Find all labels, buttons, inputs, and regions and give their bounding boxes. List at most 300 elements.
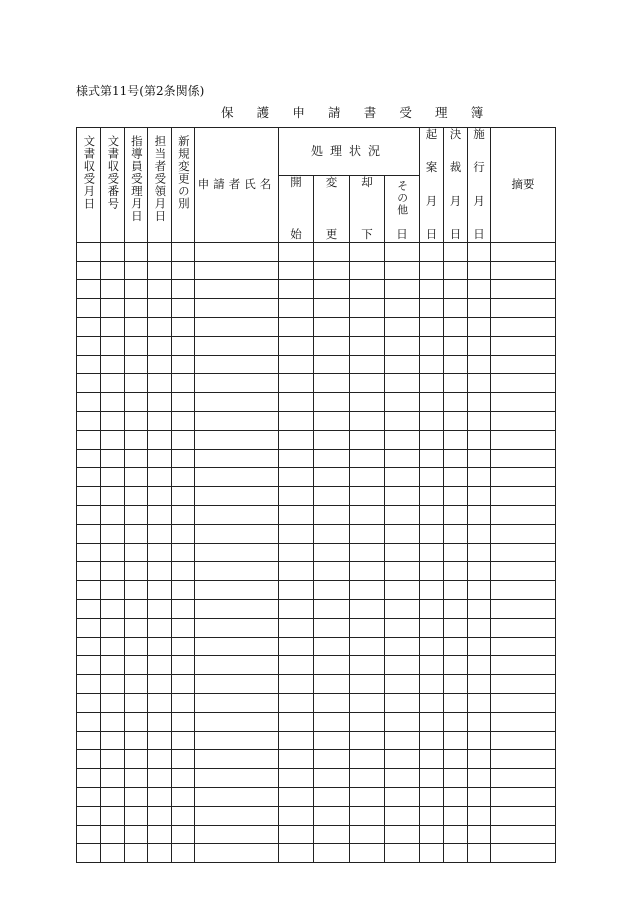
table-row: [77, 599, 556, 618]
table-cell: [195, 637, 279, 656]
table-cell: [468, 731, 491, 750]
table-cell: [279, 769, 314, 788]
table-cell: [195, 449, 279, 468]
table-cell: [195, 787, 279, 806]
table-cell: [77, 825, 101, 844]
table-cell: [350, 844, 385, 863]
table-cell: [279, 599, 314, 618]
table-cell: [444, 336, 468, 355]
table-cell: [125, 675, 148, 694]
table-cell: [279, 299, 314, 318]
table-cell: [444, 355, 468, 374]
table-cell: [172, 355, 195, 374]
table-row: [77, 468, 556, 487]
table-cell: [468, 411, 491, 430]
table-cell: [148, 487, 172, 506]
table-cell: [101, 769, 125, 788]
table-cell: [420, 543, 444, 562]
table-cell: [468, 656, 491, 675]
table-cell: [314, 411, 350, 430]
table-cell: [125, 505, 148, 524]
table-cell: [101, 393, 125, 412]
col-status-reject: 却 下: [350, 176, 385, 243]
table-cell: [444, 712, 468, 731]
form-number-label: 様式第11号(第2条関係): [76, 84, 205, 98]
table-cell: [77, 806, 101, 825]
table-cell: [172, 261, 195, 280]
table-cell: [444, 449, 468, 468]
table-cell: [195, 581, 279, 600]
table-cell: [468, 336, 491, 355]
table-cell: [314, 543, 350, 562]
table-cell: [101, 637, 125, 656]
table-cell: [385, 355, 420, 374]
table-row: [77, 637, 556, 656]
table-cell: [125, 261, 148, 280]
table-cell: [420, 336, 444, 355]
table-cell: [420, 524, 444, 543]
table-cell: [279, 355, 314, 374]
table-cell: [444, 487, 468, 506]
table-cell: [314, 317, 350, 336]
table-cell: [77, 581, 101, 600]
table-cell: [172, 543, 195, 562]
table-cell: [314, 712, 350, 731]
table-cell: [385, 806, 420, 825]
table-cell: [77, 543, 101, 562]
table-cell: [491, 656, 556, 675]
col-draft-date: 起 案 月 日: [420, 128, 444, 243]
table-cell: [444, 468, 468, 487]
table-cell: [77, 618, 101, 637]
table-cell: [101, 750, 125, 769]
table-cell: [279, 562, 314, 581]
table-cell: [195, 242, 279, 261]
table-cell: [420, 675, 444, 694]
table-cell: [444, 637, 468, 656]
table-cell: [385, 430, 420, 449]
table-cell: [468, 581, 491, 600]
table-cell: [491, 675, 556, 694]
table-cell: [420, 317, 444, 336]
table-cell: [314, 430, 350, 449]
table-cell: [314, 599, 350, 618]
table-cell: [125, 355, 148, 374]
table-cell: [125, 581, 148, 600]
table-cell: [350, 468, 385, 487]
table-cell: [385, 449, 420, 468]
table-cell: [385, 693, 420, 712]
table-cell: [148, 355, 172, 374]
table-cell: [172, 299, 195, 318]
table-cell: [385, 656, 420, 675]
table-cell: [148, 750, 172, 769]
table-cell: [195, 261, 279, 280]
receipt-ledger-table: [76, 127, 556, 863]
table-cell: [172, 769, 195, 788]
table-cell: [420, 806, 444, 825]
table-cell: [125, 524, 148, 543]
table-cell: [195, 769, 279, 788]
table-cell: [350, 825, 385, 844]
table-cell: [101, 505, 125, 524]
table-row: [77, 336, 556, 355]
table-row: [77, 562, 556, 581]
table-cell: [77, 562, 101, 581]
table-cell: [385, 299, 420, 318]
table-cell: [420, 562, 444, 581]
table-cell: [195, 599, 279, 618]
table-cell: [279, 675, 314, 694]
table-cell: [468, 618, 491, 637]
table-cell: [385, 280, 420, 299]
table-cell: [444, 317, 468, 336]
table-cell: [101, 524, 125, 543]
table-cell: [385, 750, 420, 769]
table-cell: [314, 675, 350, 694]
table-cell: [420, 656, 444, 675]
table-row: [77, 787, 556, 806]
table-cell: [314, 825, 350, 844]
table-row: [77, 844, 556, 863]
table-cell: [491, 430, 556, 449]
table-cell: [195, 825, 279, 844]
table-cell: [77, 675, 101, 694]
table-cell: [172, 806, 195, 825]
table-cell: [468, 242, 491, 261]
table-cell: [468, 787, 491, 806]
table-cell: [125, 750, 148, 769]
table-cell: [279, 411, 314, 430]
table-cell: [491, 299, 556, 318]
table-cell: [172, 505, 195, 524]
table-cell: [491, 411, 556, 430]
table-row: [77, 712, 556, 731]
table-cell: [77, 487, 101, 506]
table-cell: [125, 430, 148, 449]
table-cell: [125, 844, 148, 863]
table-cell: [195, 374, 279, 393]
table-row: [77, 675, 556, 694]
table-cell: [195, 487, 279, 506]
table-cell: [385, 524, 420, 543]
table-cell: [314, 750, 350, 769]
table-cell: [77, 637, 101, 656]
table-cell: [491, 693, 556, 712]
table-cell: [468, 599, 491, 618]
table-cell: [350, 769, 385, 788]
table-cell: [491, 317, 556, 336]
table-cell: [491, 825, 556, 844]
table-cell: [468, 562, 491, 581]
table-cell: [77, 317, 101, 336]
table-cell: [314, 581, 350, 600]
table-cell: [101, 693, 125, 712]
col-status-change: 変 更: [314, 176, 350, 243]
table-cell: [420, 299, 444, 318]
table-cell: [77, 769, 101, 788]
table-cell: [148, 505, 172, 524]
table-cell: [314, 656, 350, 675]
table-cell: [444, 430, 468, 449]
table-cell: [77, 844, 101, 863]
table-cell: [101, 656, 125, 675]
col-new-or-change: 新規変更の別: [172, 128, 195, 243]
table-cell: [125, 317, 148, 336]
table-cell: [468, 844, 491, 863]
table-cell: [314, 280, 350, 299]
table-row: [77, 374, 556, 393]
table-cell: [420, 712, 444, 731]
table-cell: [172, 637, 195, 656]
table-row: [77, 806, 556, 825]
table-cell: [350, 449, 385, 468]
table-row: [77, 261, 556, 280]
table-cell: [314, 261, 350, 280]
table-cell: [314, 355, 350, 374]
table-cell: [148, 299, 172, 318]
table-cell: [385, 543, 420, 562]
table-cell: [350, 524, 385, 543]
col-doc-received-number: 文書収受番号: [101, 128, 125, 243]
table-row: [77, 656, 556, 675]
table-cell: [350, 317, 385, 336]
col-status-group: 処理状況: [279, 128, 420, 176]
document-title: 保 護 申 請 書 受 理 簿: [221, 105, 493, 120]
table-cell: [420, 261, 444, 280]
table-cell: [172, 675, 195, 694]
table-cell: [172, 468, 195, 487]
table-cell: [491, 844, 556, 863]
table-cell: [148, 581, 172, 600]
table-cell: [172, 750, 195, 769]
table-cell: [101, 787, 125, 806]
table-cell: [101, 675, 125, 694]
col-doc-received-date: 文書収受月日: [77, 128, 101, 243]
table-cell: [279, 242, 314, 261]
table-cell: [468, 543, 491, 562]
table-cell: [77, 430, 101, 449]
table-cell: [468, 712, 491, 731]
table-cell: [491, 750, 556, 769]
table-cell: [385, 393, 420, 412]
table-cell: [491, 449, 556, 468]
table-cell: [101, 299, 125, 318]
table-cell: [172, 712, 195, 731]
table-cell: [101, 449, 125, 468]
table-row: [77, 543, 556, 562]
table-cell: [148, 393, 172, 412]
table-cell: [195, 411, 279, 430]
table-cell: [279, 731, 314, 750]
table-cell: [444, 675, 468, 694]
table-cell: [468, 393, 491, 412]
table-cell: [420, 374, 444, 393]
col-remarks: 摘要: [491, 128, 556, 243]
table-cell: [491, 618, 556, 637]
table-cell: [77, 242, 101, 261]
table-cell: [385, 411, 420, 430]
col-assignee-received-date: 担当者受領月日: [148, 128, 172, 243]
table-cell: [491, 769, 556, 788]
table-row: [77, 487, 556, 506]
table-cell: [148, 374, 172, 393]
table-cell: [420, 355, 444, 374]
table-cell: [148, 693, 172, 712]
table-cell: [491, 599, 556, 618]
table-cell: [468, 693, 491, 712]
table-cell: [279, 468, 314, 487]
table-cell: [172, 656, 195, 675]
table-cell: [350, 280, 385, 299]
table-cell: [279, 787, 314, 806]
table-row: [77, 393, 556, 412]
table-cell: [350, 675, 385, 694]
table-cell: [279, 825, 314, 844]
table-cell: [125, 336, 148, 355]
table-cell: [279, 806, 314, 825]
table-cell: [125, 543, 148, 562]
table-cell: [125, 374, 148, 393]
table-cell: [195, 731, 279, 750]
table-cell: [350, 242, 385, 261]
table-cell: [444, 750, 468, 769]
table-cell: [491, 468, 556, 487]
table-cell: [468, 468, 491, 487]
table-cell: [172, 374, 195, 393]
table-cell: [350, 712, 385, 731]
table-cell: [314, 468, 350, 487]
table-cell: [172, 242, 195, 261]
table-cell: [125, 618, 148, 637]
table-cell: [444, 280, 468, 299]
table-cell: [77, 787, 101, 806]
table-cell: [77, 693, 101, 712]
table-row: [77, 581, 556, 600]
table-cell: [195, 393, 279, 412]
table-cell: [491, 581, 556, 600]
col-status-other: その他 日: [385, 176, 420, 243]
table-cell: [444, 787, 468, 806]
table-cell: [491, 355, 556, 374]
table-cell: [350, 787, 385, 806]
table-cell: [314, 618, 350, 637]
col-decision-date: 決 裁 月 日: [444, 128, 468, 243]
table-cell: [444, 393, 468, 412]
table-cell: [195, 543, 279, 562]
table-cell: [350, 750, 385, 769]
table-cell: [350, 299, 385, 318]
table-cell: [77, 524, 101, 543]
col-status-start: 開 始: [279, 176, 314, 243]
table-cell: [420, 731, 444, 750]
table-cell: [172, 487, 195, 506]
table-cell: [125, 693, 148, 712]
table-cell: [125, 411, 148, 430]
table-cell: [101, 468, 125, 487]
table-cell: [279, 487, 314, 506]
table-cell: [101, 336, 125, 355]
table-cell: [148, 712, 172, 731]
col-enforcement-date: 施 行 月 日: [468, 128, 491, 243]
table-cell: [148, 787, 172, 806]
table-cell: [385, 317, 420, 336]
table-cell: [148, 562, 172, 581]
table-cell: [350, 693, 385, 712]
table-cell: [420, 750, 444, 769]
table-cell: [125, 825, 148, 844]
table-cell: [279, 261, 314, 280]
table-cell: [101, 581, 125, 600]
table-cell: [172, 393, 195, 412]
table-cell: [420, 769, 444, 788]
table-cell: [350, 618, 385, 637]
table-cell: [385, 242, 420, 261]
table-cell: [148, 449, 172, 468]
table-cell: [77, 280, 101, 299]
table-cell: [77, 468, 101, 487]
table-cell: [468, 430, 491, 449]
table-cell: [125, 280, 148, 299]
table-cell: [101, 430, 125, 449]
table-cell: [420, 487, 444, 506]
table-cell: [314, 487, 350, 506]
table-cell: [172, 280, 195, 299]
table-cell: [314, 336, 350, 355]
table-cell: [350, 599, 385, 618]
table-cell: [125, 468, 148, 487]
table-row: [77, 355, 556, 374]
table-row: [77, 825, 556, 844]
table-cell: [77, 731, 101, 750]
table-cell: [468, 637, 491, 656]
table-cell: [385, 844, 420, 863]
table-cell: [420, 637, 444, 656]
table-cell: [101, 562, 125, 581]
table-cell: [279, 844, 314, 863]
table-cell: [101, 280, 125, 299]
table-cell: [195, 712, 279, 731]
table-cell: [195, 656, 279, 675]
col-instructor-received-date: 指導員受理月日: [125, 128, 148, 243]
table-cell: [148, 242, 172, 261]
table-row: [77, 430, 556, 449]
table-cell: [148, 411, 172, 430]
table-cell: [468, 355, 491, 374]
table-cell: [350, 411, 385, 430]
table-cell: [350, 505, 385, 524]
table-cell: [444, 844, 468, 863]
table-cell: [444, 242, 468, 261]
table-cell: [444, 769, 468, 788]
table-cell: [101, 618, 125, 637]
table-cell: [101, 355, 125, 374]
table-cell: [314, 693, 350, 712]
table-cell: [148, 317, 172, 336]
table-cell: [148, 280, 172, 299]
table-cell: [125, 769, 148, 788]
table-row: [77, 449, 556, 468]
table-cell: [195, 280, 279, 299]
table-cell: [314, 449, 350, 468]
table-cell: [420, 618, 444, 637]
table-cell: [420, 468, 444, 487]
table-cell: [468, 806, 491, 825]
table-cell: [314, 731, 350, 750]
table-cell: [444, 581, 468, 600]
table-cell: [350, 562, 385, 581]
table-cell: [148, 468, 172, 487]
